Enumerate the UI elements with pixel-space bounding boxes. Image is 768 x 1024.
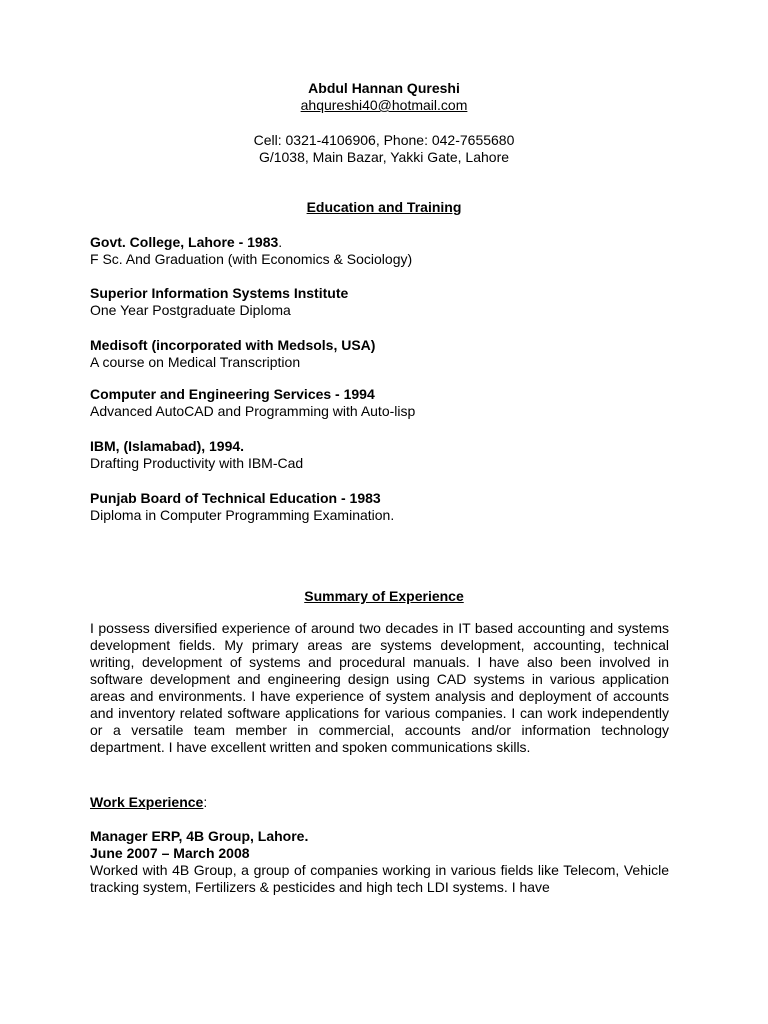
education-institution: Medisoft (incorporated with Medsols, USA) xyxy=(90,337,376,353)
job-description: Worked with 4B Group, a group of companies working in various fields like Telecom, Vehicle tracking system, Fertilizers & pesticides and high tech LDI systems. I have xyxy=(90,862,669,895)
education-institution: Punjab Board of Technical Education - 1983 xyxy=(90,490,381,506)
education-entry xyxy=(90,438,303,472)
education-entry xyxy=(90,490,394,524)
education-entry xyxy=(90,234,412,268)
email-link[interactable]: ahqureshi40@hotmail.com xyxy=(300,97,468,113)
address-line: G/1038, Main Bazar, Yakki Gate, Lahore xyxy=(258,149,510,165)
summary-heading: Summary of Experience xyxy=(304,588,464,604)
email-line xyxy=(0,97,768,114)
work-heading-line xyxy=(90,794,207,811)
job-period: June 2007 – March 2008 xyxy=(90,845,250,861)
education-detail: A course on Medical Transcription xyxy=(90,354,301,370)
phone-line: Cell: 0321-4106906, Phone: 042-7655680 xyxy=(253,132,515,148)
education-institution: Superior Information Systems Institute xyxy=(90,285,349,301)
education-detail: One Year Postgraduate Diploma xyxy=(90,302,291,318)
job-title: Manager ERP, 4B Group, Lahore. xyxy=(90,828,309,844)
applicant-name: Abdul Hannan Qureshi xyxy=(308,80,460,96)
education-detail: Drafting Productivity with IBM-Cad xyxy=(90,455,304,471)
education-institution: Computer and Engineering Services - 1994 xyxy=(90,386,375,402)
work-heading-colon: : xyxy=(203,794,208,810)
education-institution: IBM, (Islamabad), 1994. xyxy=(90,438,245,454)
education-detail: Diploma in Computer Programming Examination. xyxy=(90,507,395,523)
education-entry xyxy=(90,386,415,420)
education-detail: Advanced AutoCAD and Programming with Auto-lisp xyxy=(90,403,416,419)
work-heading: Work Experience xyxy=(90,794,204,810)
education-institution: Govt. College, Lahore - 1983 xyxy=(90,234,279,250)
education-entry xyxy=(90,285,348,319)
education-heading: Education and Training xyxy=(306,199,462,215)
education-entry xyxy=(90,337,375,371)
education-suffix: . xyxy=(278,234,283,250)
education-detail: F Sc. And Graduation (with Economics & Sociology) xyxy=(90,251,413,267)
summary-paragraph: I possess diversified experience of around two decades in IT based accounting and systems development fields. My primary areas are systems development, accounting, technical writing, development of systems and procedural manuals. I have also been involved in software development and engineering design using CAD systems in various application areas and environments. I have experience of system analysis and deployment of accounts and inventory related software applications for various companies. I can work independently or a versatile team member in commercial, accounts and/or information technology department. I have excellent written and spoken communications skills. xyxy=(90,620,669,755)
